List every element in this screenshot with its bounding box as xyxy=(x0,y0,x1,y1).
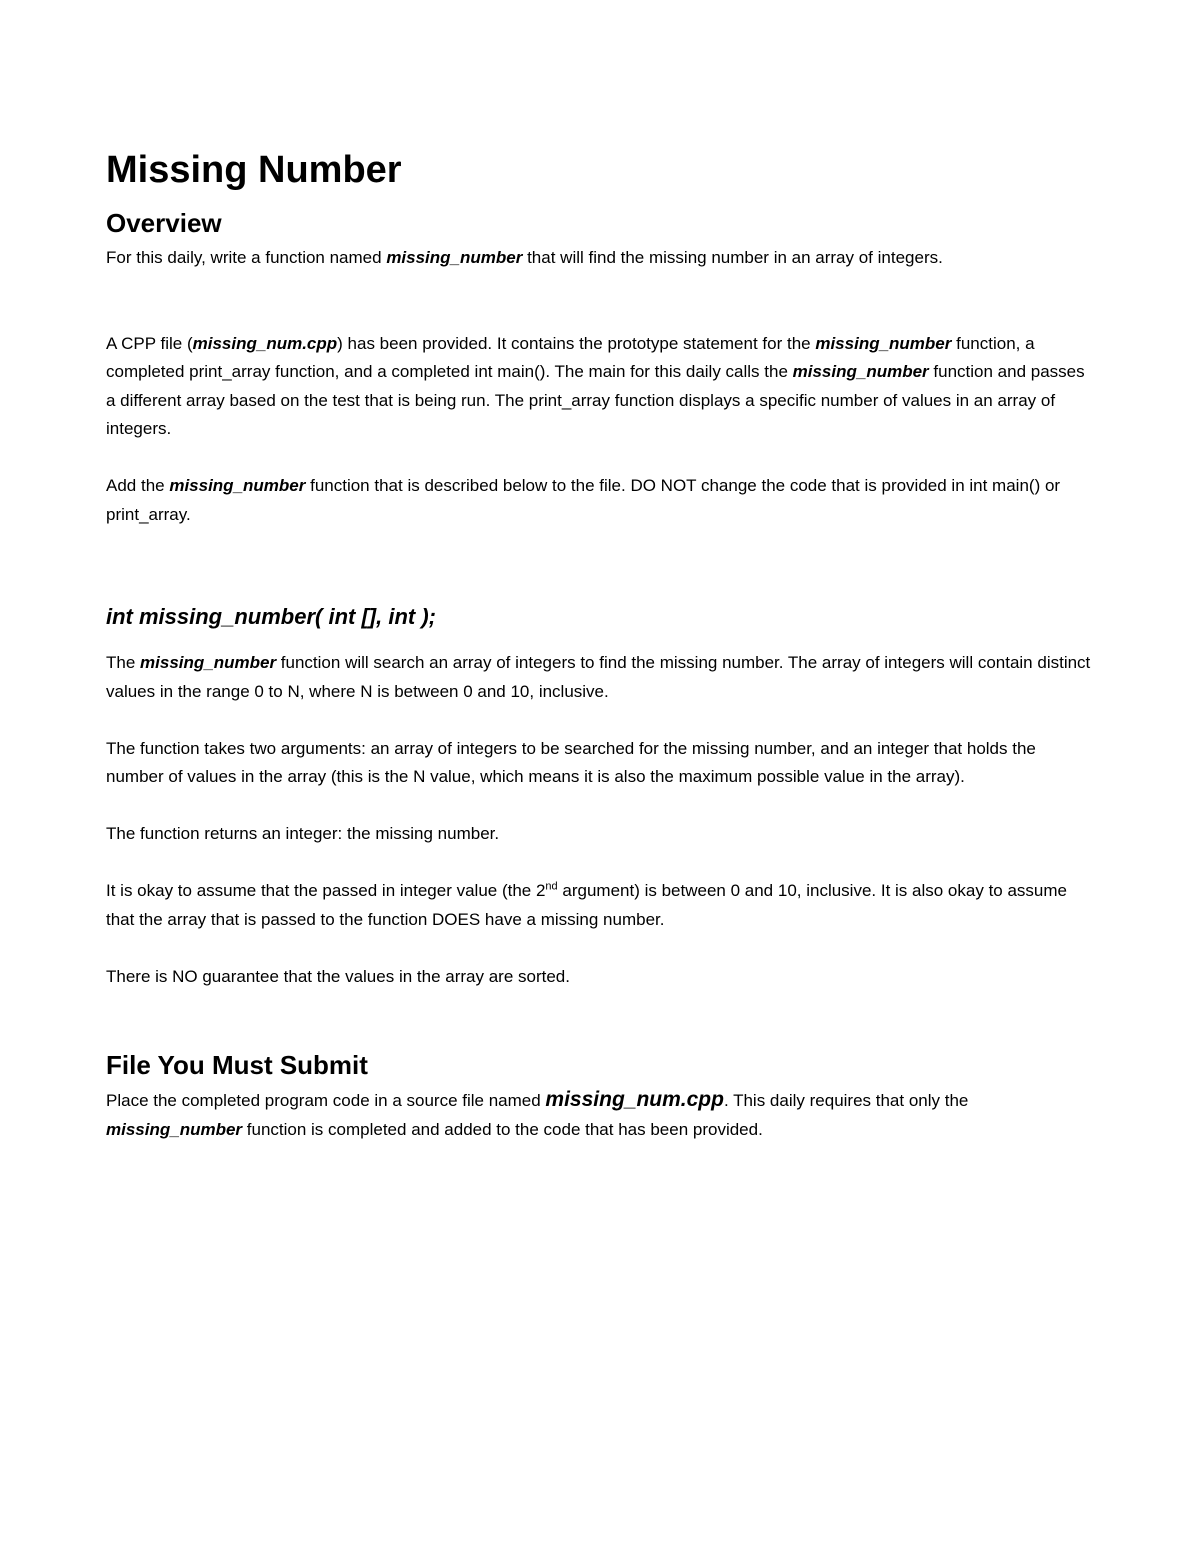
overview-paragraph-2 xyxy=(106,330,1096,444)
text-span: For this daily, write a function named xyxy=(106,248,387,267)
function-paragraph-4 xyxy=(106,877,1096,934)
function-paragraph-1 xyxy=(106,649,1096,706)
function-name: missing_number xyxy=(386,248,523,267)
text-span: argument) is between 0 and 10, inclusive. It is also okay to assume that the array that is passed to the function DOES have a missing number. xyxy=(106,881,1067,929)
text-span: function, a completed print_array function, and a completed int main(). The main for this daily calls the xyxy=(106,333,1035,381)
submit-paragraph xyxy=(106,1086,1096,1144)
text-span: that will find the missing number in an array of integers. xyxy=(522,248,943,267)
overview-heading: Overview xyxy=(106,208,222,238)
text-span: . This daily requires that only the xyxy=(723,1091,969,1110)
page-title: Missing Number xyxy=(106,149,402,191)
function-signature: int missing_number( int [], int ); xyxy=(106,604,436,629)
spacer xyxy=(106,273,1096,330)
function-name: missing_number xyxy=(106,1119,243,1139)
text-span: function is completed and added to the code that has been provided. xyxy=(242,1119,763,1139)
text-span: Add the xyxy=(106,476,170,495)
function-name: missing_number xyxy=(140,653,277,672)
function-name: missing_number xyxy=(792,362,929,381)
spacer xyxy=(106,934,1096,963)
superscript: nd xyxy=(545,880,558,893)
text-span: function that is described below to the file. DO NOT change the code that is provided in int main() or print_array. xyxy=(106,476,1061,524)
file-name: missing_num.cpp xyxy=(545,1088,724,1111)
spacer xyxy=(106,792,1096,821)
text-span: ) has been provided. It contains the prototype statement for the xyxy=(337,333,816,353)
text-span: The xyxy=(106,653,141,672)
function-paragraph-5: There is NO guarantee that the values in the array are sorted. xyxy=(106,966,570,986)
text-span: function and passes a different array based on the test that is being run. The print_array function displays a specific number of values in an array of integers. xyxy=(106,362,1085,438)
document-page xyxy=(106,140,1096,1144)
text-span: It is okay to assume that the passed in integer value (the 2 xyxy=(106,881,546,900)
spacer xyxy=(106,991,1096,1048)
spacer xyxy=(106,444,1096,473)
overview-paragraph-3 xyxy=(106,472,1096,529)
overview-paragraph-1 xyxy=(106,244,1096,273)
spacer xyxy=(106,706,1096,735)
function-name: missing_number xyxy=(815,333,952,353)
function-paragraph-3: The function returns an integer: the missing number. xyxy=(106,824,500,843)
spacer xyxy=(106,849,1096,878)
submit-heading: File You Must Submit xyxy=(106,1050,368,1080)
text-span: function will search an array of integers to find the missing number. The array of integers will contain distinct values in the range 0 to N, where N is between 0 and 10, inclusive. xyxy=(106,653,1091,701)
function-paragraph-2: The function takes two arguments: an array of integers to be searched for the missing number, and an integer that holds the number of values in the array (this is the N value, which means it is also the maximum possible value in the array). xyxy=(106,738,1036,786)
text-span: A CPP file ( xyxy=(106,333,193,353)
function-name: missing_number xyxy=(169,476,306,495)
spacer xyxy=(106,529,1096,599)
file-name: missing_num.cpp xyxy=(192,333,338,353)
text-span: Place the completed program code in a source file named xyxy=(106,1091,546,1110)
